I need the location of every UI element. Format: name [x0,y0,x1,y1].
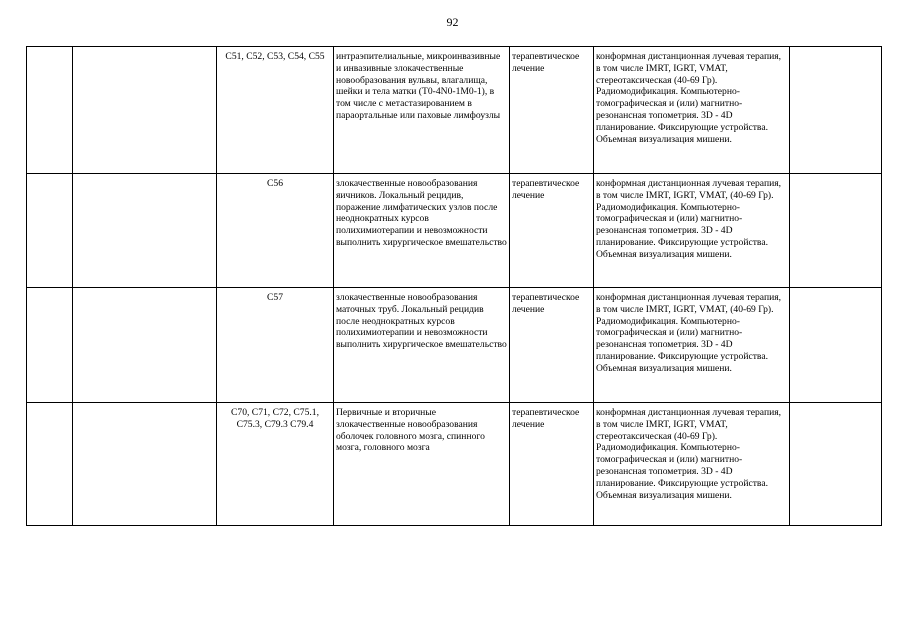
diagnosis: злокачественные новообразования яичников. Локальный рецидив, поражение лимфатических узлов после неоднократных курсов полихимиотерапии и невозможности выполнить хирургическое вмешательство [334,174,510,288]
page-number: 92 [446,15,459,29]
diagnosis: интраэпителиальные, микроинвазивные и инвазивные злокачественные новообразования вульвы, влагалища, шейки и тела матки (T0-4N0-1M0-1), в том числе с метастазированием в параортальные или паховые лимфоузлы [334,47,510,174]
treatment-method: конформная дистанционная лучевая терапия, в том числе IMRT, IGRT, VMAT, (40-69 Гр). Радиомодификация. Компьютерно-томографическая и (или) магнитно-резонансная топометрия. 3D - 4D планирование. Фиксирующие устройства. Объемная визуализация мишени. [594,174,790,288]
empty-cell [790,403,882,526]
treatment-method: конформная дистанционная лучевая терапия, в том числе IMRT, IGRT, VMAT, стереотаксическая (40-69 Гр). Радиомодификация. Компьютерно-томографическая и (или) магнитно-резонансная топометрия. 3D - 4D планирование. Фиксирующие устройства. Объемная визуализация мишени. [594,47,790,174]
empty-cell [73,174,217,288]
table-row [27,288,882,403]
icd-codes: C70, C71, C72, C75.1, C75.3, C79.3 C79.4 [217,403,334,526]
table-row [27,174,882,288]
treatment-method: конформная дистанционная лучевая терапия, в том числе IMRT, IGRT, VMAT, (40-69 Гр). Радиомодификация. Компьютерно-томографическая и (или) магнитно-резонансная топометрия. 3D - 4D планирование. Фиксирующие устройства. Объемная визуализация мишени. [594,288,790,403]
treatment-type: терапевтическое лечение [510,403,594,526]
icd-codes: C51, C52, C53, C54, C55 [217,47,334,174]
empty-cell [790,174,882,288]
icd-codes: C56 [217,174,334,288]
empty-cell [790,288,882,403]
empty-cell [73,47,217,174]
table-row [27,403,882,526]
treatment-table [26,46,882,526]
empty-cell [27,403,73,526]
table-row [27,47,882,174]
treatment-type: терапевтическое лечение [510,288,594,403]
diagnosis: злокачественные новообразования маточных труб. Локальный рецидив после неоднократных курсов полихимиотерапии и невозможности выполнить хирургическое вмешательство [334,288,510,403]
empty-cell [27,174,73,288]
treatment-type: терапевтическое лечение [510,47,594,174]
diagnosis: Первичные и вторичные злокачественные новообразования оболочек головного мозга, спинного мозга, головного мозга [334,403,510,526]
empty-cell [73,403,217,526]
empty-cell [27,47,73,174]
icd-codes: C57 [217,288,334,403]
treatment-method: конформная дистанционная лучевая терапия, в том числе IMRT, IGRT, VMAT, стереотаксическая (40-69 Гр). Радиомодификация. Компьютерно-томографическая и (или) магнитно-резонансная топометрия. 3D - 4D планирование. Фиксирующие устройства. Объемная визуализация мишени. [594,403,790,526]
empty-cell [27,288,73,403]
empty-cell [790,47,882,174]
empty-cell [73,288,217,403]
treatment-type: терапевтическое лечение [510,174,594,288]
